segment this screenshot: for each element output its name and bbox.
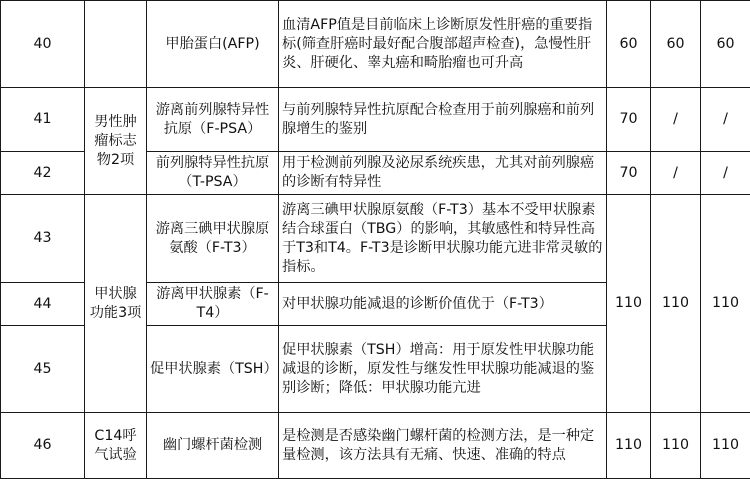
- price-cell: 70: [607, 152, 651, 195]
- price-cell: 60: [607, 1, 651, 88]
- item-description: 游离三碘甲状腺原氨酸（F-T3）基本不受甲状腺素结合球蛋白（TBG）的影响，其敏感性和特异性高于T3和T4。F-T3是诊断甲状腺功能亢进非常灵敏的指标。: [279, 195, 607, 283]
- row-number: 46: [1, 413, 85, 479]
- row-number: 41: [1, 88, 85, 152]
- item-description: 与前列腺特异性抗原配合检查用于前列腺癌和前列腺增生的鉴别: [279, 88, 607, 152]
- item-description: 促甲状腺素（TSH）增高：用于原发性甲状腺功能减退的诊断，原发性与继发性甲状腺功能减退的鉴别诊断；降低：甲状腺功能亢进: [279, 326, 607, 413]
- price-cell: 110: [651, 195, 701, 413]
- table-row: [1, 88, 750, 152]
- category-cell: C14呼气试验: [85, 413, 147, 479]
- table-row: [1, 1, 750, 88]
- item-description: 对甲状腺功能减退的诊断价值优于（F-T3）: [279, 283, 607, 326]
- price-cell: /: [701, 152, 750, 195]
- price-cell: 110: [701, 195, 750, 413]
- item-name: 幽门螺杆菌检测: [147, 413, 279, 479]
- item-name: 游离前列腺特异性抗原（F-PSA）: [147, 88, 279, 152]
- item-name: 前列腺特异性抗原（T-PSA）: [147, 152, 279, 195]
- price-cell: 110: [701, 413, 750, 479]
- price-cell: /: [651, 152, 701, 195]
- price-cell: 60: [701, 1, 750, 88]
- item-description: 血清AFP值是目前临床上诊断原发性肝癌的重要指标(筛查肝癌时最好配合腹部超声检查)，急慢性肝炎、肝硬化、睾丸癌和畸胎瘤也可升高: [279, 1, 607, 88]
- row-number: 42: [1, 152, 85, 195]
- price-cell: /: [651, 88, 701, 152]
- item-name: 游离甲状腺素（F-T4）: [147, 283, 279, 326]
- price-cell: 110: [607, 413, 651, 479]
- row-number: 40: [1, 1, 85, 88]
- item-description: 是检测是否感染幽门螺杆菌的检测方法，是一种定量检测，该方法具有无痛、快速、准确的特点: [279, 413, 607, 479]
- item-name: 甲胎蛋白(AFP): [147, 1, 279, 88]
- row-number: 45: [1, 326, 85, 413]
- category-cell: 甲状腺功能3项: [85, 195, 147, 413]
- item-name: 游离三碘甲状腺原氨酸（F-T3）: [147, 195, 279, 283]
- table-row: [1, 195, 750, 283]
- price-cell: 110: [607, 195, 651, 413]
- table-row: [1, 413, 750, 479]
- price-cell: 70: [607, 88, 651, 152]
- row-number: 44: [1, 283, 85, 326]
- price-cell: 110: [651, 413, 701, 479]
- price-cell: /: [701, 88, 750, 152]
- item-description: 用于检测前列腺及泌尿系统疾患，尤其对前列腺癌的诊断有特异性: [279, 152, 607, 195]
- row-number: 43: [1, 195, 85, 283]
- category-cell: 男性肿瘤标志物2项: [85, 88, 147, 195]
- category-cell: [85, 1, 147, 88]
- price-cell: 60: [651, 1, 701, 88]
- item-name: 促甲状腺素（TSH）: [147, 326, 279, 413]
